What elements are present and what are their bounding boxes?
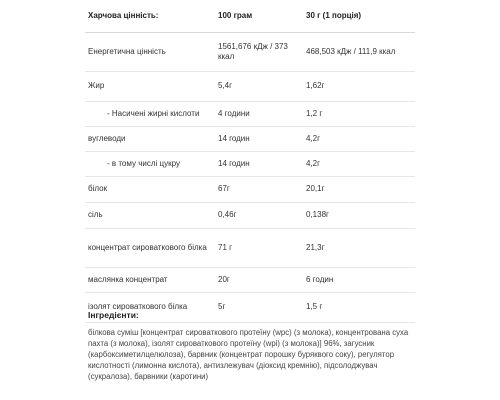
value-per-100g: 67г [215,176,303,202]
table-row [85,202,415,228]
value-per-serving: 0,138г [303,202,415,228]
table-row [85,101,415,126]
nutrient-name: Енергетична цінність [85,32,215,71]
value-per-serving: 1,5 г [303,292,415,322]
value-per-100g: 4 години [215,101,303,126]
table-row [85,228,415,267]
value-per-serving: 1,62г [303,71,415,101]
nutrient-name: - Насичені жирні кислоти [85,101,215,126]
value-per-serving: 468,503 кДж / 111,9 ккал [303,32,415,71]
value-per-100g: 14 годин [215,126,303,151]
nutrient-name: концентрат сироваткового білка [85,228,215,267]
value-per-serving: 4,2г [303,126,415,151]
value-per-100g: 5г [215,292,303,322]
value-per-serving: 4,2г [303,151,415,176]
value-per-serving: 1,2 г [303,101,415,126]
nutrient-name: Жир [85,71,215,101]
nutrient-name: ізолят сироваткового білка [85,292,215,322]
value-per-serving: 20,1г [303,176,415,202]
table-header-row [85,0,415,32]
table-row [85,71,415,101]
header-per-100g: 100 грам [215,0,303,32]
value-per-100g: 20г [215,267,303,292]
value-per-100g: 1561,676 кДж / 373 ккал [215,32,303,71]
table-row [85,267,415,292]
nutrition-facts [85,0,415,323]
ingredients-text: білкова суміш [концентрат сироваткового протеїну (wpc) (з молока), концентрована суха пахта (з молока), ізолят сироваткового протеїну (wpi) (з молока)] 96%, загусник (карбоксиметилцелюлоза), барвник (концентрат порошку буряквого соку), регулятор кислотності (лимонна кислота), антизлежувач (діоксид кремнію), підсолоджувач (сукралоза), барвники (каротини) [88,328,409,381]
table-row [85,126,415,151]
nutrient-name: білок [85,176,215,202]
header-per-serving: 30 г (1 порція) [303,0,415,32]
ingredients-title: Інгредієнти: [88,310,139,320]
table-row [85,32,415,71]
nutrient-name: сіль [85,202,215,228]
value-per-100g: 14 годин [215,151,303,176]
header-nutrition-value: Харчова цінність: [85,0,215,32]
value-per-100g: 5,4г [215,71,303,101]
value-per-100g: 0,46г [215,202,303,228]
value-per-serving: 6 годин [303,267,415,292]
value-per-100g: 71 г [215,228,303,267]
value-per-serving: 21,3г [303,228,415,267]
nutrient-name: маслянка концентрат [85,267,215,292]
table-row [85,176,415,202]
nutrient-name: вуглеводи [85,126,215,151]
nutrient-name: - в тому числі цукру [85,151,215,176]
nutrition-table [85,0,415,323]
table-row [85,151,415,176]
